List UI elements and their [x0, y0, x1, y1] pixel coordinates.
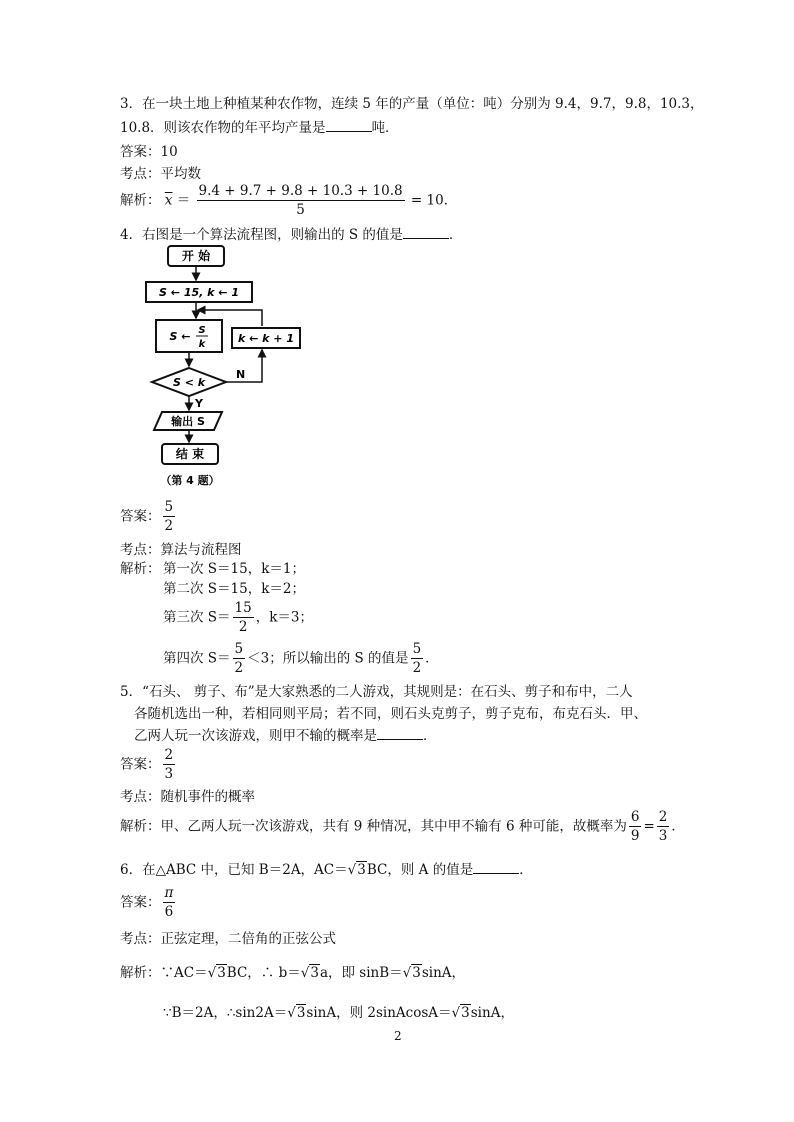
q3-topic: 考点：平均数: [120, 166, 201, 182]
flow-yes-label: Y: [195, 397, 203, 410]
flow-output-label: 输出 S: [171, 415, 205, 428]
page-number: 2: [394, 1029, 402, 1043]
flow-increment-label: k ← k + 1: [237, 332, 295, 345]
q4-step4: 第四次 S＝ $\frac{5}{2}$ ＜3；所以输出的 S 的值是 $\frac{5}{2}$ ．: [163, 641, 439, 676]
q3-line2: 10.8．则该农作物的年平均产量是 吨．: [120, 120, 399, 136]
flowchart: [140, 244, 310, 494]
q6-sol-line2: ∵B＝2A，∴sin2A＝√3sinA，则 2sinAcosA＝√3sinA，: [163, 1005, 514, 1021]
q6-topic: 考点：正弦定理，二倍角的正弦公式: [120, 931, 336, 947]
q4-step3: 第三次 S＝ $\frac{15}{2}$ ，k＝3；: [163, 600, 314, 635]
q4-answer: 答案： $\frac{5}{2}$: [120, 499, 174, 534]
flow-caption: （第 4 题）: [160, 474, 220, 487]
q6-answer: 答案： $\frac{\pi}{6}$: [120, 885, 174, 920]
q3-solution: 解析： $\overline{x}$ ＝ $\frac{9.4 + 9.7 + 9.8 + 10.3 + 10.8}{5}$ = 10．: [120, 183, 458, 218]
answer-blank: [326, 119, 372, 132]
flow-no-label: N: [236, 368, 246, 381]
q5-line1: 5．“石头、 剪子、布”是大家熟悉的二人游戏，其规则是：在石头、剪子和布中，二人: [120, 684, 633, 700]
q5-line3: 乙两人玩一次该游戏，则甲不输的概率是 ．: [134, 728, 437, 744]
q5-line2: 各随机选出一种，若相同则平局；若不同，则石头克剪子，剪子克布，布克石头．甲、: [134, 706, 647, 722]
q5-solution: 解析：甲、乙两人玩一次该游戏，共有 9 种情况，其中甲不输有 6 种可能，故概率为 $\frac{6}{9}$ = $\frac{2}{3}$ ．: [120, 809, 685, 844]
flow-assign-num: S: [198, 325, 206, 336]
flow-init-label: S ← 15, k ← 1: [159, 286, 239, 299]
flow-condition-label: S < k: [172, 376, 206, 389]
q4-step2: 第二次 S＝15，k＝2；: [163, 581, 305, 597]
q4-step1: 第一次 S＝15，k＝1；: [163, 561, 305, 577]
flow-assign-den: k: [198, 339, 206, 350]
q4-question: 4．右图是一个算法流程图，则输出的 S 的值是 ．: [120, 227, 463, 243]
flow-start-label: 开 始: [181, 249, 211, 263]
q4-topic: 考点：算法与流程图: [120, 542, 242, 558]
q6-question: 6．在△ABC 中，已知 B＝2A，AC＝√3BC，则 A 的值是 ．: [120, 862, 533, 878]
flow-assign-lhs: S ←: [169, 330, 191, 343]
q3-line1: 3．在一块土地上种植某种农作物，连续 5 年的产量（单位：吨）分别为 9.4，9.7，9.8，10.3，: [120, 96, 704, 112]
flow-end-label: 结 束: [175, 447, 205, 461]
q4-sol-label: 解析：: [120, 561, 161, 577]
q5-answer: 答案： $\frac{2}{3}$: [120, 747, 174, 782]
q3-answer: 答案：10: [120, 144, 178, 160]
q5-topic: 考点：随机事件的概率: [120, 789, 255, 805]
q6-sol-line1: 解析：∵AC＝√3BC，∴ b＝√3a，即 sinB＝√3sinA，: [120, 965, 466, 981]
